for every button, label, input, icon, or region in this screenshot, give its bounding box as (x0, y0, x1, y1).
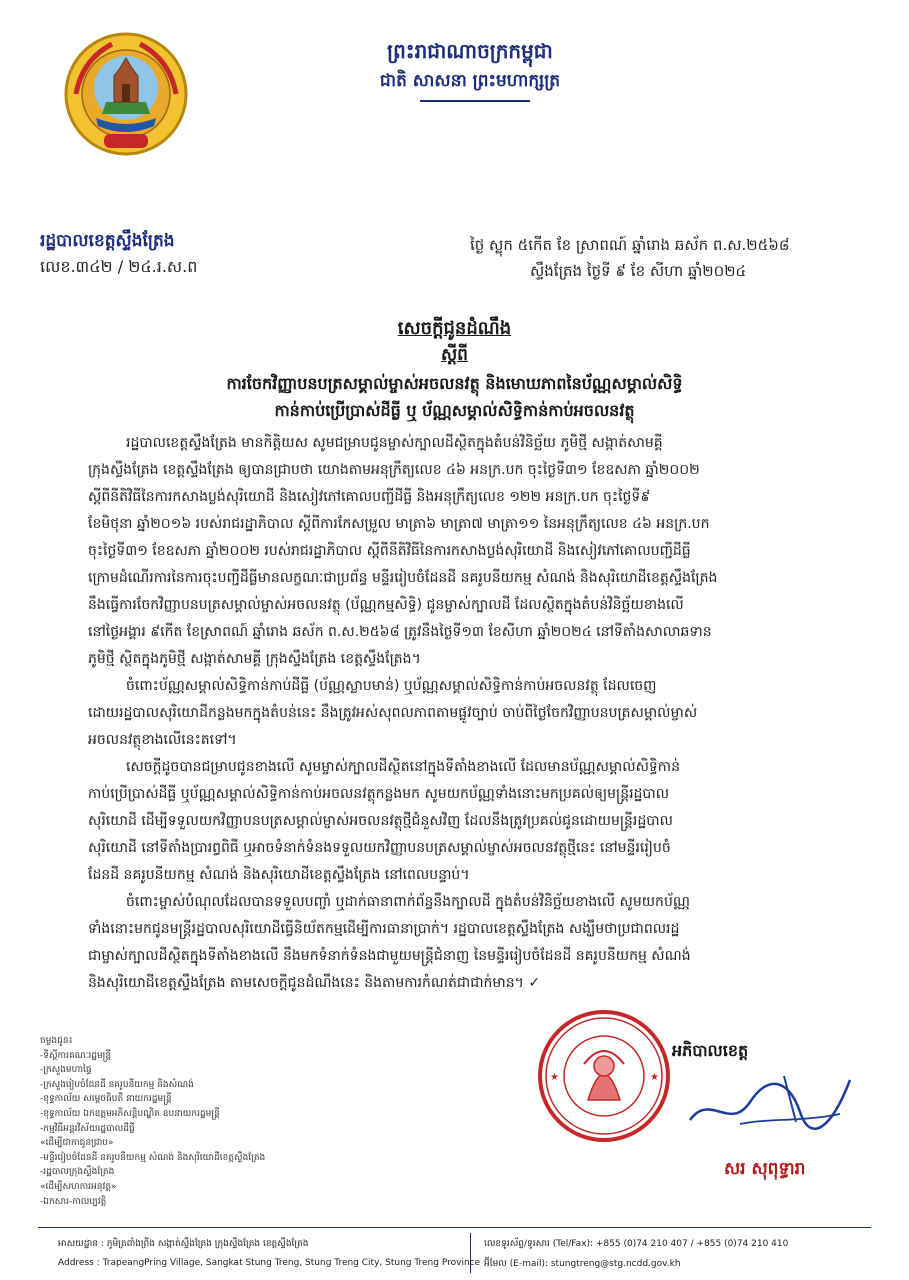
body-line: ខែមិថុនា ឆ្នាំ២០១៦ របស់រាជរដ្ឋាភិបាល ស្ដីពីការកែសម្រួល មាត្រា៦ មាត្រា៧ មាត្រា១១ នៃអនុក្រឹត្យលេខ ៤៦ អនក្រ.បក (88, 516, 710, 532)
copy-distribution-list (40, 1034, 370, 1209)
subject-line-1: ការចែកវិញ្ញាបនបត្រសម្គាល់ម្ចាស់អចលនវត្ថុ និងមោឃភាពនៃប័ណ្ណសម្គាល់សិទ្ធិ (226, 374, 683, 393)
body-line: ដែនដី នគរូបនីយកម្ម សំណង់ និងសុរិយោដីខេត្តស្ទឹងត្រែង នៅពេលបន្ទាប់។ (88, 867, 470, 883)
cc-item: -ក្រសួងមហាផ្ទៃ (40, 1065, 92, 1076)
solar-date: ស្ទឹងត្រែង ថ្ងៃទី ៩ ខែ សីហា ឆ្នាំ២០២៤ (530, 262, 747, 280)
footer-address-khmer: អាសយដ្ឋាន : ភូមិត្រពាំងព្រីង សង្កាត់ស្ទឹងត្រែង ក្រុងស្ទឹងត្រែង ខេត្តស្ទឹងត្រែង (58, 1239, 309, 1249)
cc-heading: ចម្លងជូន៖ (40, 1036, 73, 1046)
footer-address-english: Address : TrapeangPring Village, Sangkat Stung Treng, Stung Treng City, Stung Treng Province (58, 1258, 481, 1268)
subject-label: ស្ដីពី (441, 345, 468, 365)
cc-item: -កម្មវិធីអន្តរវិស័យរដ្ឋបាលដីធ្លី (40, 1123, 135, 1134)
svg-text:★: ★ (550, 1072, 559, 1083)
body-line: ក្រោមដំណើរការនៃការចុះបញ្ជីដីធ្លីមានលក្ខណៈជាប្រព័ន្ធ មន្ទីររៀបចំដែនដី នគរូបនីយកម្ម សំណង់ និងសុរិយោដីខេត្តស្ទឹងត្រែង (88, 570, 718, 586)
footer-telephone: លេខទូរស័ព្ទ/ទូរសារ (Tel/Fax): +855 (0)74 210 407 / +855 (0)74 210 410 (484, 1239, 789, 1249)
handwritten-signature-icon (680, 1062, 860, 1142)
cc-item: -ឯកសារ-កាលប្បវត្តិ (40, 1196, 107, 1207)
national-motto: ជាតិ សាសនា ព្រះមហាក្សត្រ (379, 71, 561, 91)
governor-title: អភិបាលខេត្ត (672, 1041, 749, 1060)
body-line: កាប់ប្រើប្រាស់ដីធ្លី ឬប័ណ្ណសម្គាល់សិទ្ធិកាន់កាប់អចលនវត្ថុកន្លងមក សូមយកប័ណ្ណទាំងនោះមកប្រគល់ឲ្យមន្ត្រីរដ្ឋបាល (88, 786, 670, 802)
body-line: នឹងធ្វើការចែកវិញ្ញាបនបត្រសម្គាល់ម្ចាស់អចលនវត្ថុ (ប័ណ្ណកម្មសិទ្ធិ) ជូនម្ចាស់ក្បាលដី ដែលស្ថិតក្នុងតំបន់វិនិច្ឆ័យខាងលើ (88, 597, 684, 613)
body-line: ទាំងនោះមកជូនមន្ត្រីរដ្ឋបាលសុរិយោដីធ្វើនិយ័តកម្មដើម្បីការធានាប្រាក់។ រដ្ឋបាលខេត្តស្ទឹងត្រែង សង្ឃឹមថាប្រជាពលរដ្ឋ (88, 921, 680, 937)
body-line: ភូមិថ្មី ស្ថិតក្នុងភូមិថ្មី សង្កាត់សាមគ្គី ក្រុងស្ទឹងត្រែង ខេត្តស្ទឹងត្រែង។ (88, 651, 421, 667)
cc-item: «ដើម្បីសហការអនុវត្ត» (40, 1181, 117, 1192)
body-line: សេចក្ដីដូចបានជម្រាបជូនខាងលើ សូមម្ចាស់ក្បាលដីស្ថិតនៅក្នុងទីតាំងខាងលើ ដែលមានប័ណ្ណសម្គាល់សិទ្ធិកាន់ (126, 759, 680, 775)
cc-item: -រដ្ឋបាលក្រុងស្ទឹងត្រែង (40, 1167, 115, 1178)
body-line: សុរិយោដី នៅទីតាំងប្រារព្ធពិធី ឬអាចទំនាក់ទំនងទទួលយកវិញ្ញាបនបត្រសម្គាល់ម្ចាស់អចលនវត្ថុថ្មីនេះ នៅមន្ទីររៀបចំ (88, 840, 671, 856)
body-line: ដោយរដ្ឋបាលសុរិយោដីកន្លងមកក្នុងតំបន់នេះ នឹងត្រូវអស់សុពលភាពតាមផ្លូវច្បាប់ ចាប់ពីថ្ងៃចែកវិញ្ញាបនបត្រសម្គាល់ម្ចាស់ (88, 705, 698, 721)
body-line: ស្ដីពីនីតិវិធីនៃការកសាងប្លង់សុរិយោដី និងសៀវភៅគោលបញ្ជីដីធ្លី និងអនុក្រឹត្យលេខ ១២២ អនក្រ.បក ចុះថ្ងៃទី៩ (88, 489, 651, 505)
cc-item: «ដើម្បីជាកាជូនជ្រាប» (40, 1138, 114, 1149)
body-line: សុរិយោដី ដើម្បីទទួលយកវិញ្ញាបនបត្រសម្គាល់ម្ចាស់អចលនវត្ថុថ្មីជំនួសវិញ ដែលនឹងត្រូវប្រគល់ជូនដោយមន្ត្រីរដ្ឋបាល (88, 813, 673, 829)
footer-email: អ៊ីមែល (E-mail): stungtreng@stg.ncdd.gov.kh (484, 1259, 681, 1269)
issuer-name: រដ្ឋបាលខេត្តស្ទឹងត្រែង (40, 231, 175, 251)
lunar-date: ថ្ងៃ ស្លុក ៥កើត ខែ ស្រាពណ៍ ឆ្នាំរោង ឆស័ក ព.ស.២៥៦៨ (470, 236, 790, 254)
cc-item: -មន្ទីររៀបចំដែនដី នគរូបនីយកម្ម សំណង់ និងសុរិយោដីខេត្តស្ទឹងត្រែង (40, 1152, 266, 1163)
footer-divider (38, 1227, 871, 1228)
reference-number: លេខ.៣៤២ / ២៤.រ.ស.ព (40, 257, 198, 276)
body-line: អចលនវត្ថុខាងលើនេះតទៅ។ (88, 732, 237, 748)
cc-item: -ខុទ្ទកាល័យ ឯកឧត្តមអភិសន្តិបណ្ឌិត ឧបនាយករដ្ឋមន្ត្រី (40, 1108, 220, 1119)
body-line: ជាម្ចាស់ក្បាលដីស្ថិតក្នុងទីតាំងខាងលើ នឹងមកទំនាក់ទំនងជាមួយមន្ត្រីជំនាញ នៃមន្ទីររៀបចំដែនដី នគរូបនីយកម្ម សំណង់ (88, 948, 691, 964)
kingdom-title: ព្រះរាជាណាចក្រកម្ពុជា (387, 39, 553, 63)
document-type-title: សេចក្ដីជូនដំណឹង (397, 318, 512, 339)
body-line: រដ្ឋបាលខេត្តស្ទឹងត្រែង មានកិត្តិយស សូមជម្រាបជូនម្ចាស់ក្បាលដីស្ថិតក្នុងតំបន់វិនិច្ឆ័យ ភូមិថ្មី សង្កាត់សាមគ្គី (126, 435, 663, 451)
svg-text:★: ★ (650, 1072, 659, 1083)
body-line: ក្រុងស្ទឹងត្រែង ខេត្តស្ទឹងត្រែង ឲ្យបានជ្រាបថា យោងតាមអនុក្រឹត្យលេខ ៤៦ អនក្រ.បក ចុះថ្ងៃទី៣១ ខែឧសភា ឆ្នាំ២០០២ (88, 462, 700, 478)
body-line: ចំពោះម្ចាស់បំណុលដែលបានទទួលបញ្ចាំ ឬដាក់ធានាពាក់ព័ន្ធនឹងក្បាលដី ក្នុងតំបន់វិនិច្ឆ័យខាងលើ សូមយកប័ណ្ណ (126, 894, 690, 910)
provincial-emblem-icon (62, 30, 190, 158)
cc-item: -ក្រសួងរៀបចំដែនដី នគរូបនីយកម្ម និងសំណង់ (40, 1079, 194, 1090)
governor-name: សរ សុពុទ្ធារា (724, 1159, 806, 1179)
official-seal-icon (536, 1008, 672, 1144)
body-line: ចុះថ្ងៃទី៣១ ខែឧសភា ឆ្នាំ២០០២ របស់រាជរដ្ឋាភិបាល ស្ដីពីនីតិវិធីនៃការកសាងប្លង់សុរិយោដី និងសៀវភៅគោលបញ្ជីដីធ្លី (88, 543, 691, 559)
body-line: និងសុរិយោដីខេត្តស្ទឹងត្រែង តាមសេចក្ដីជូនដំណឹងនេះ និងតាមការកំណត់ជាជាក់មាន។ ✓ (88, 975, 541, 991)
motto-ornament-divider (420, 100, 530, 102)
subject-line-2: កាន់កាប់ប្រើប្រាស់ដីធ្លី ឬ ប័ណ្ណសម្គាល់សិទ្ធិកាន់កាប់អចលនវត្ថុ (274, 401, 635, 420)
cc-item: -ទីស្ដីការគណៈរដ្ឋមន្ត្រី (40, 1050, 112, 1061)
body-line: ចំពោះប័ណ្ណសម្គាល់សិទ្ធិកាន់កាប់ដីធ្លី (ប័ណ្ណស្លាបមាន់) ឬប័ណ្ណសម្គាល់សិទ្ធិកាន់កាប់អចលនវត្ថុ ដែលចេញ (126, 678, 657, 694)
cc-item: -ខុទ្ទកាល័យ សម្ដេចធិបតី នាយករដ្ឋមន្ត្រី (40, 1094, 172, 1105)
body-line: នៅថ្ងៃអង្គារ ៩កើត ខែស្រាពណ៍ ឆ្នាំរោង ឆស័ក ព.ស.២៥៦៨ ត្រូវនឹងថ្ងៃទី១៣ ខែសីហា ឆ្នាំ២០២៤ នៅទីតាំងសាលាឆទាន (88, 624, 712, 640)
